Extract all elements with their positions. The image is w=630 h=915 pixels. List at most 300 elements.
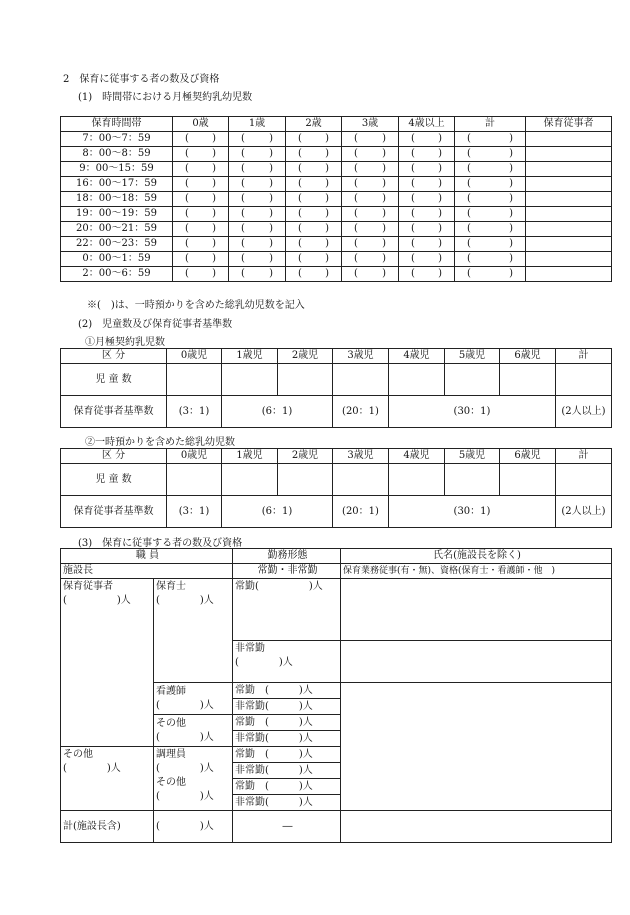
table-header-row	[61, 549, 612, 564]
paren-close: )	[212, 148, 216, 159]
ratio-cell: (20：1)	[333, 396, 389, 428]
count-cell[interactable]	[455, 252, 526, 267]
col-header: 4歳以上	[399, 117, 455, 132]
count-field[interactable]: ( )人	[156, 731, 214, 743]
paren-close: )	[438, 253, 442, 264]
paren-close: )	[438, 178, 442, 189]
paren-pair	[286, 164, 341, 174]
input-cell[interactable]	[500, 364, 556, 396]
table-row	[61, 162, 612, 177]
paren-pair	[455, 134, 525, 144]
time-slot-label: 20：00〜21：59	[61, 222, 173, 237]
count-cell[interactable]	[229, 222, 286, 237]
paren-open: (	[185, 208, 189, 219]
paren-open: (	[467, 133, 471, 144]
time-slot-label: 18：00〜18：59	[61, 192, 173, 207]
count-cell[interactable]	[173, 192, 229, 207]
count-cell[interactable]	[173, 162, 229, 177]
paren-close: )	[269, 268, 273, 279]
paren-close: )	[325, 178, 329, 189]
count-field[interactable]: ( )人	[235, 657, 293, 668]
count-cell[interactable]	[173, 237, 229, 252]
paren-open: (	[298, 238, 302, 249]
count-cell[interactable]	[229, 192, 286, 207]
row-label-children: 児 童 数	[61, 364, 167, 396]
paren-open: (	[354, 208, 358, 219]
count-field[interactable]: ( )人	[156, 699, 214, 711]
input-cell[interactable]	[556, 464, 612, 496]
other-label: その他	[156, 717, 186, 729]
count-cell[interactable]	[229, 237, 286, 252]
name-subheader: 保育業務従事(有・無)、資格(保育士・看護師・他 )	[341, 564, 612, 579]
paren-close: )	[382, 223, 386, 234]
paren-open: (	[354, 268, 358, 279]
paren-pair	[173, 134, 228, 144]
staff-cell[interactable]	[526, 237, 612, 252]
input-cell[interactable]	[167, 464, 222, 496]
paren-pair	[286, 179, 341, 189]
staff-cell[interactable]	[526, 147, 612, 162]
paren-pair	[399, 164, 454, 174]
paren-close: )	[509, 163, 513, 174]
table-row	[61, 564, 612, 579]
parttime-count[interactable]: 非常勤( )人	[233, 763, 340, 779]
paren-pair	[286, 254, 341, 264]
staff-qualification-table	[60, 548, 612, 843]
paren-pair	[455, 224, 525, 234]
paren-pair	[342, 224, 398, 234]
count-cell[interactable]	[342, 177, 399, 192]
paren-close: )	[438, 238, 442, 249]
table-row	[61, 147, 612, 162]
count-cell[interactable]	[342, 192, 399, 207]
count-cell[interactable]	[229, 162, 286, 177]
paren-pair	[229, 194, 285, 204]
paren-open: (	[354, 193, 358, 204]
paren-close: )	[382, 148, 386, 159]
paren-open: (	[241, 238, 245, 249]
input-cell[interactable]	[389, 364, 445, 396]
main-heading: 2 保育に従事する者の数及び資格	[63, 74, 220, 85]
count-cell[interactable]	[455, 222, 526, 237]
staff-cell[interactable]	[526, 132, 612, 147]
time-slot-label: 7：00〜7：59	[61, 132, 173, 147]
paren-open: (	[298, 148, 302, 159]
count-cell[interactable]	[342, 237, 399, 252]
total-infant-table	[60, 448, 612, 528]
paren-close: )	[438, 208, 442, 219]
col-header: 6歳児	[500, 349, 556, 364]
paren-close: )	[212, 253, 216, 264]
count-cell[interactable]	[173, 147, 229, 162]
paren-pair	[173, 209, 228, 219]
table-row	[61, 132, 612, 147]
paren-close: )	[382, 193, 386, 204]
paren-pair	[286, 209, 341, 219]
ratio-cell: (30：1)	[389, 396, 556, 428]
paren-open: (	[411, 163, 415, 174]
input-cell[interactable]	[333, 364, 389, 396]
paren-pair	[173, 254, 228, 264]
section3-title: (3) 保育に従事する者の数及び資格	[78, 538, 243, 549]
col-header: 保育従事者	[526, 117, 612, 132]
count-cell[interactable]	[286, 177, 342, 192]
paren-pair	[173, 269, 228, 279]
count-cell[interactable]	[286, 192, 342, 207]
paren-open: (	[467, 268, 471, 279]
paren-open: (	[241, 163, 245, 174]
paren-close: )	[325, 223, 329, 234]
paren-close: )	[509, 148, 513, 159]
ratio-cell: (2人以上)	[556, 496, 612, 528]
table-header-row	[61, 449, 612, 464]
input-cell[interactable]	[278, 464, 333, 496]
input-cell[interactable]	[222, 464, 278, 496]
paren-pair	[342, 179, 398, 189]
monthly-infant-table	[60, 348, 612, 428]
table-row	[61, 252, 612, 267]
paren-pair	[229, 149, 285, 159]
paren-open: (	[411, 208, 415, 219]
count-cell[interactable]	[173, 132, 229, 147]
paren-close: )	[212, 208, 216, 219]
col-header: 5歳児	[445, 449, 500, 464]
count-cell[interactable]	[286, 222, 342, 237]
fulltime[interactable]: 常勤 ( )人	[233, 747, 340, 763]
staff-cell[interactable]	[526, 207, 612, 222]
paren-pair	[342, 254, 398, 264]
paren-close: )	[269, 133, 273, 144]
count-cell[interactable]	[229, 267, 286, 282]
staff-cell[interactable]	[526, 192, 612, 207]
parttime-label: 非常勤	[235, 643, 265, 654]
count-field[interactable]: ( )人	[156, 763, 214, 774]
fulltime[interactable]: 常勤 ( )人	[233, 715, 340, 731]
paren-open: (	[185, 178, 189, 189]
count-cell[interactable]	[455, 132, 526, 147]
paren-open: (	[241, 178, 245, 189]
paren-open: (	[354, 163, 358, 174]
paren-pair	[229, 269, 285, 279]
input-cell[interactable]	[556, 364, 612, 396]
paren-close: )	[269, 238, 273, 249]
staff-cell[interactable]	[526, 267, 612, 282]
count-cell[interactable]	[286, 162, 342, 177]
paren-pair	[229, 134, 285, 144]
time-slot-label: 22：00〜23：59	[61, 237, 173, 252]
paren-open: (	[411, 178, 415, 189]
paren-open: (	[241, 193, 245, 204]
paren-open: (	[411, 238, 415, 249]
parttime-count[interactable]: 非常勤( )人	[235, 797, 313, 808]
paren-pair	[342, 239, 398, 249]
count-cell[interactable]	[342, 222, 399, 237]
count-cell[interactable]	[399, 162, 455, 177]
paren-open: (	[241, 253, 245, 264]
paren-pair	[455, 239, 525, 249]
other-cell	[154, 715, 233, 747]
count-cell[interactable]	[399, 147, 455, 162]
input-cell[interactable]	[389, 464, 445, 496]
sub2-title: ②一時預かりを含めた総乳幼児数	[85, 437, 235, 448]
col-header: 保育時間帯	[61, 117, 173, 132]
paren-close: )	[509, 178, 513, 189]
paren-pair	[455, 269, 525, 279]
paren-pair	[399, 209, 454, 219]
paren-pair	[286, 269, 341, 279]
paren-close: )	[382, 163, 386, 174]
count-cell[interactable]	[229, 252, 286, 267]
table-row	[61, 267, 612, 282]
count-cell[interactable]	[455, 162, 526, 177]
paren-pair	[455, 194, 525, 204]
paren-pair	[286, 134, 341, 144]
paren-close: )	[509, 208, 513, 219]
count-cell[interactable]	[173, 207, 229, 222]
table-row	[61, 496, 612, 528]
paren-open: (	[467, 193, 471, 204]
count-field[interactable]: ( )人	[156, 791, 214, 802]
count-cell[interactable]	[286, 147, 342, 162]
table-header-row	[61, 117, 612, 132]
input-cell[interactable]	[445, 364, 500, 396]
name-cell[interactable]	[341, 683, 612, 811]
paren-close: )	[438, 223, 442, 234]
paren-close: )	[269, 148, 273, 159]
paren-open: (	[411, 253, 415, 264]
table-header-row	[61, 349, 612, 364]
paren-pair	[229, 239, 285, 249]
count-cell[interactable]	[399, 207, 455, 222]
count-cell[interactable]	[286, 207, 342, 222]
paren-open: (	[298, 223, 302, 234]
staff-cell[interactable]	[526, 162, 612, 177]
paren-open: (	[185, 253, 189, 264]
paren-close: )	[382, 238, 386, 249]
count-cell[interactable]	[342, 132, 399, 147]
count-cell[interactable]	[173, 252, 229, 267]
paren-close: )	[212, 193, 216, 204]
paren-open: (	[411, 223, 415, 234]
paren-close: )	[212, 238, 216, 249]
count-cell[interactable]	[399, 252, 455, 267]
fulltime-wide[interactable]: 常勤( )人	[233, 579, 341, 641]
input-cell[interactable]	[167, 364, 222, 396]
count-cell[interactable]	[173, 222, 229, 237]
fulltime[interactable]: 常勤 ( )人	[233, 779, 340, 795]
table-row	[61, 811, 612, 843]
staff-cell[interactable]	[526, 222, 612, 237]
paren-close: )	[509, 238, 513, 249]
count-field[interactable]: ( )人	[156, 595, 214, 606]
paren-close: )	[325, 268, 329, 279]
paren-open: (	[411, 148, 415, 159]
paren-close: )	[438, 193, 442, 204]
input-cell[interactable]	[500, 464, 556, 496]
count-cell[interactable]	[455, 177, 526, 192]
paren-pair	[342, 149, 398, 159]
other-staff-label: その他	[63, 749, 93, 760]
count-cell[interactable]	[229, 207, 286, 222]
paren-pair	[286, 149, 341, 159]
paren-open: (	[467, 163, 471, 174]
section1-title: (1) 時間帯における月極契約乳幼児数	[78, 92, 253, 103]
time-slot-label: 16：00〜17：59	[61, 177, 173, 192]
count-cell[interactable]	[286, 237, 342, 252]
paren-close: )	[325, 133, 329, 144]
paren-close: )	[325, 148, 329, 159]
paren-close: )	[212, 178, 216, 189]
count-cell[interactable]	[286, 267, 342, 282]
col-header: 1歳児	[222, 449, 278, 464]
count-cell[interactable]	[399, 267, 455, 282]
paren-close: )	[438, 163, 442, 174]
paren-pair	[399, 134, 454, 144]
paren-pair	[229, 224, 285, 234]
input-cell[interactable]	[222, 364, 278, 396]
paren-close: )	[212, 223, 216, 234]
col-header: 4歳児	[389, 449, 445, 464]
count-field[interactable]: ( )人	[63, 763, 121, 774]
count-cell[interactable]	[455, 192, 526, 207]
fulltime[interactable]: 常勤 ( )人	[233, 683, 341, 699]
paren-close: )	[382, 253, 386, 264]
count-cell[interactable]	[229, 132, 286, 147]
total-label: 計(施設長含)	[61, 811, 154, 843]
count-cell[interactable]	[229, 177, 286, 192]
parttime-count[interactable]: 非常勤( )人	[235, 733, 313, 744]
col-header: 0歳児	[167, 449, 222, 464]
paren-pair	[399, 194, 454, 204]
name-cell[interactable]	[341, 641, 612, 683]
count-cell[interactable]	[455, 207, 526, 222]
count-cell[interactable]	[286, 252, 342, 267]
cook-label: 調理員	[156, 749, 186, 760]
paren-open: (	[241, 268, 245, 279]
name-cell[interactable]	[341, 579, 612, 641]
col-header: 3歳児	[333, 449, 389, 464]
paren-pair	[399, 239, 454, 249]
paren-pair	[342, 209, 398, 219]
paren-pair	[399, 149, 454, 159]
paren-open: (	[185, 193, 189, 204]
other-staff-cell	[61, 747, 154, 811]
count-cell[interactable]	[286, 132, 342, 147]
paren-close: )	[509, 268, 513, 279]
paren-close: )	[325, 193, 329, 204]
col-header: 4歳児	[389, 349, 445, 364]
paren-pair	[286, 224, 341, 234]
ratio-cell: (6：1)	[222, 396, 333, 428]
paren-open: (	[467, 238, 471, 249]
nurse-cell	[154, 683, 233, 715]
paren-pair	[229, 164, 285, 174]
section2-title: (2) 児童数及び保育従事者基準数	[78, 319, 233, 330]
count-cell[interactable]	[455, 237, 526, 252]
paren-open: (	[185, 238, 189, 249]
count-cell[interactable]	[455, 267, 526, 282]
paren-close: )	[269, 208, 273, 219]
col-header-staff: 職 員	[61, 549, 233, 564]
count-cell[interactable]	[399, 177, 455, 192]
paren-pair	[229, 179, 285, 189]
paren-open: (	[467, 253, 471, 264]
table-row	[61, 579, 612, 641]
staff-cell[interactable]	[526, 177, 612, 192]
count-cell[interactable]	[399, 237, 455, 252]
paren-close: )	[438, 268, 442, 279]
paren-pair	[173, 239, 228, 249]
table-row	[61, 364, 612, 396]
paren-close: )	[382, 178, 386, 189]
count-cell[interactable]	[342, 207, 399, 222]
count-cell[interactable]	[173, 177, 229, 192]
paren-pair	[342, 194, 398, 204]
paren-close: )	[212, 268, 216, 279]
count-cell[interactable]	[399, 222, 455, 237]
cook-other-cell	[154, 747, 233, 811]
paren-open: (	[411, 193, 415, 204]
childcare-workers-label: 保育従事者	[63, 581, 113, 592]
paren-open: (	[298, 208, 302, 219]
count-cell[interactable]	[342, 252, 399, 267]
count-cell[interactable]	[399, 192, 455, 207]
count-cell[interactable]	[173, 267, 229, 282]
paren-open: (	[185, 223, 189, 234]
input-cell[interactable]	[333, 464, 389, 496]
count-cell[interactable]	[342, 162, 399, 177]
paren-open: (	[354, 238, 358, 249]
paren-close: )	[438, 133, 442, 144]
nursery-teacher-cell	[154, 579, 233, 683]
count-cell[interactable]	[342, 267, 399, 282]
col-header-work: 勤務形態	[233, 549, 341, 564]
count-cell[interactable]	[455, 147, 526, 162]
other-label: その他	[156, 777, 186, 788]
paren-pair	[173, 224, 228, 234]
input-cell[interactable]	[445, 464, 500, 496]
paren-open: (	[467, 208, 471, 219]
col-header: 計	[556, 349, 612, 364]
parttime-count[interactable]: 非常勤( )人	[233, 699, 341, 715]
col-header: 6歳児	[500, 449, 556, 464]
paren-close: )	[325, 253, 329, 264]
paren-open: (	[411, 268, 415, 279]
count-field[interactable]: ( )人	[63, 595, 131, 606]
ratio-cell: (6：1)	[222, 496, 333, 528]
paren-pair	[455, 164, 525, 174]
name-cell[interactable]	[341, 811, 612, 843]
count-field[interactable]: ( )人	[154, 811, 233, 843]
time-slot-table	[60, 116, 612, 282]
paren-pair	[286, 194, 341, 204]
count-cell[interactable]	[229, 147, 286, 162]
staff-cell[interactable]	[526, 252, 612, 267]
paren-open: (	[354, 148, 358, 159]
paren-close: )	[509, 133, 513, 144]
count-cell[interactable]	[342, 147, 399, 162]
col-header: 1歳児	[222, 349, 278, 364]
paren-close: )	[438, 148, 442, 159]
table-row	[61, 237, 612, 252]
paren-pair	[455, 149, 525, 159]
childcare-workers-cell	[61, 579, 154, 747]
count-cell[interactable]	[399, 132, 455, 147]
paren-open: (	[241, 133, 245, 144]
input-cell[interactable]	[278, 364, 333, 396]
paren-close: )	[269, 193, 273, 204]
paren-open: (	[241, 223, 245, 234]
